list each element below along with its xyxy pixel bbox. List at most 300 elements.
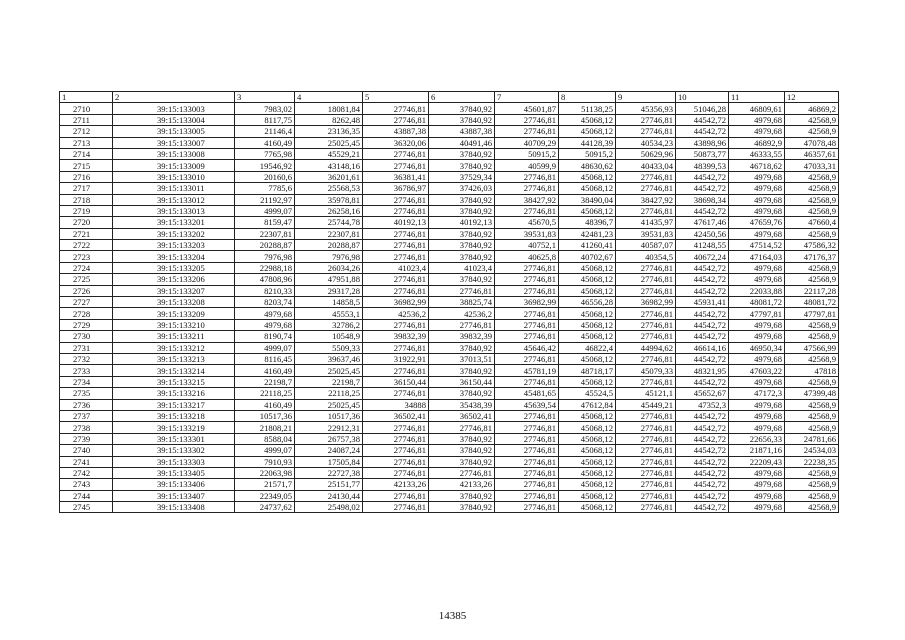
table-cell: 27746,81 bbox=[616, 274, 676, 285]
table-cell: 27746,81 bbox=[616, 502, 676, 513]
table-cell: 40433,04 bbox=[616, 160, 676, 171]
table-cell: 48321,95 bbox=[676, 365, 729, 376]
table-cell: 47660,4 bbox=[785, 217, 839, 228]
table-row bbox=[60, 103, 839, 114]
table-cell: 40625,8 bbox=[495, 251, 559, 262]
table-row bbox=[60, 456, 839, 467]
table-cell: 27746,81 bbox=[429, 319, 495, 330]
table-cell: 22727,38 bbox=[295, 467, 363, 478]
table-cell: 2721 bbox=[60, 228, 113, 239]
table-cell: 44542,72 bbox=[676, 433, 729, 444]
table-cell: 45079,33 bbox=[616, 365, 676, 376]
table-cell: 44542,72 bbox=[676, 114, 729, 125]
table-cell: 40491,46 bbox=[429, 137, 495, 148]
table-cell: 27746,81 bbox=[616, 171, 676, 182]
table-cell: 27746,81 bbox=[616, 126, 676, 137]
table-cell: 38825,74 bbox=[429, 297, 495, 308]
table-cell: 46950,34 bbox=[729, 342, 785, 353]
table-cell: 39:15:133013 bbox=[113, 205, 235, 216]
table-row bbox=[60, 194, 839, 205]
table-cell: 27746,81 bbox=[495, 353, 559, 364]
table-cell: 42536,2 bbox=[363, 308, 429, 319]
table-header-row bbox=[60, 92, 839, 103]
table-cell: 4979,68 bbox=[729, 331, 785, 342]
table-cell: 45068,12 bbox=[559, 319, 616, 330]
table-cell: 17505,84 bbox=[295, 456, 363, 467]
table-cell: 4979,68 bbox=[729, 194, 785, 205]
table-row bbox=[60, 479, 839, 490]
table-row bbox=[60, 388, 839, 399]
table-cell: 4999,07 bbox=[235, 205, 295, 216]
table-cell: 19546,92 bbox=[235, 160, 295, 171]
table-cell: 7983,02 bbox=[235, 103, 295, 114]
column-header: 2 bbox=[113, 92, 235, 103]
table-cell: 47617,46 bbox=[676, 217, 729, 228]
table-cell: 2735 bbox=[60, 388, 113, 399]
table-cell: 42568,9 bbox=[785, 502, 839, 513]
table-cell: 46869,2 bbox=[785, 103, 839, 114]
table-cell: 2732 bbox=[60, 353, 113, 364]
table-cell: 27746,81 bbox=[363, 445, 429, 456]
table-cell: 27746,81 bbox=[363, 274, 429, 285]
table-cell: 27746,81 bbox=[363, 228, 429, 239]
table-row bbox=[60, 353, 839, 364]
table-cell: 26258,16 bbox=[295, 205, 363, 216]
table-cell: 22033,88 bbox=[729, 285, 785, 296]
table-cell: 2740 bbox=[60, 445, 113, 456]
table-cell: 45068,12 bbox=[559, 205, 616, 216]
table-cell: 27746,81 bbox=[616, 183, 676, 194]
table-cell: 21808,21 bbox=[235, 422, 295, 433]
table-cell: 44542,72 bbox=[676, 183, 729, 194]
table-cell: 23136,35 bbox=[295, 126, 363, 137]
table-cell: 10517,36 bbox=[295, 410, 363, 421]
table-cell: 42568,9 bbox=[785, 126, 839, 137]
table-cell: 27746,81 bbox=[616, 205, 676, 216]
table-cell: 4979,68 bbox=[729, 319, 785, 330]
table-cell: 44542,72 bbox=[676, 331, 729, 342]
table-cell: 42568,9 bbox=[785, 331, 839, 342]
table-cell: 39:15:133210 bbox=[113, 319, 235, 330]
table-cell: 45068,12 bbox=[559, 410, 616, 421]
table-cell: 42568,9 bbox=[785, 194, 839, 205]
table-cell: 27746,81 bbox=[495, 285, 559, 296]
table-cell: 45068,12 bbox=[559, 171, 616, 182]
table-cell: 37840,92 bbox=[429, 502, 495, 513]
table-cell: 38698,34 bbox=[676, 194, 729, 205]
table-cell: 8588,04 bbox=[235, 433, 295, 444]
table-cell: 27746,81 bbox=[363, 467, 429, 478]
table-cell: 45068,12 bbox=[559, 126, 616, 137]
table-cell: 44542,72 bbox=[676, 479, 729, 490]
table-cell: 4979,68 bbox=[729, 410, 785, 421]
table-cell: 39637,46 bbox=[295, 353, 363, 364]
table-cell: 27746,81 bbox=[429, 285, 495, 296]
table-cell: 39:15:133406 bbox=[113, 479, 235, 490]
table-cell: 45781,19 bbox=[495, 365, 559, 376]
table-cell: 39:15:133005 bbox=[113, 126, 235, 137]
table-cell: 40192,13 bbox=[429, 217, 495, 228]
table-cell: 22307,81 bbox=[235, 228, 295, 239]
table-cell: 27746,81 bbox=[616, 456, 676, 467]
table-cell: 44542,72 bbox=[676, 376, 729, 387]
table-cell: 27746,81 bbox=[616, 467, 676, 478]
table-cell: 24087,24 bbox=[295, 445, 363, 456]
table-cell: 4979,68 bbox=[729, 490, 785, 501]
table-cell: 27746,81 bbox=[363, 502, 429, 513]
table-cell: 39:15:133009 bbox=[113, 160, 235, 171]
table-cell: 25568,53 bbox=[295, 183, 363, 194]
cadastral-value-table bbox=[59, 91, 839, 513]
table-cell: 37840,92 bbox=[429, 388, 495, 399]
table-cell: 27746,81 bbox=[495, 331, 559, 342]
table-cell: 27746,81 bbox=[363, 433, 429, 444]
table-cell: 45449,21 bbox=[616, 399, 676, 410]
table-cell: 48718,17 bbox=[559, 365, 616, 376]
table-cell: 25025,45 bbox=[295, 365, 363, 376]
table-cell: 27746,81 bbox=[616, 331, 676, 342]
table-cell: 4979,68 bbox=[729, 205, 785, 216]
table-cell: 39:15:133213 bbox=[113, 353, 235, 364]
table-cell: 37840,92 bbox=[429, 433, 495, 444]
table-row bbox=[60, 183, 839, 194]
table-cell: 36982,99 bbox=[363, 297, 429, 308]
table-cell: 25498,02 bbox=[295, 502, 363, 513]
table-cell: 8210,33 bbox=[235, 285, 295, 296]
table-cell: 14858,5 bbox=[295, 297, 363, 308]
table-cell: 45068,12 bbox=[559, 285, 616, 296]
table-cell: 45931,41 bbox=[676, 297, 729, 308]
table-cell: 27746,81 bbox=[495, 456, 559, 467]
table-cell: 2742 bbox=[60, 467, 113, 478]
table-cell: 27746,81 bbox=[495, 126, 559, 137]
table-cell: 39:15:133301 bbox=[113, 433, 235, 444]
table-cell: 27746,81 bbox=[363, 490, 429, 501]
table-cell: 39:15:133203 bbox=[113, 240, 235, 251]
table-cell: 2719 bbox=[60, 205, 113, 216]
table-cell: 39:15:133207 bbox=[113, 285, 235, 296]
table-cell: 2718 bbox=[60, 194, 113, 205]
column-header: 4 bbox=[295, 92, 363, 103]
table-cell: 37840,92 bbox=[429, 274, 495, 285]
table-cell: 4979,68 bbox=[729, 353, 785, 364]
table-cell: 47078,48 bbox=[785, 137, 839, 148]
table-cell: 36150,44 bbox=[429, 376, 495, 387]
table-cell: 39531,83 bbox=[495, 228, 559, 239]
table-cell: 47176,37 bbox=[785, 251, 839, 262]
table-cell: 40752,1 bbox=[495, 240, 559, 251]
table-cell: 27746,81 bbox=[616, 490, 676, 501]
table-cell: 47514,52 bbox=[729, 240, 785, 251]
table-cell: 25151,77 bbox=[295, 479, 363, 490]
table-cell: 4979,68 bbox=[235, 308, 295, 319]
table-cell: 25025,45 bbox=[295, 399, 363, 410]
table-cell: 47818 bbox=[785, 365, 839, 376]
table-cell: 27746,81 bbox=[363, 365, 429, 376]
table-row bbox=[60, 114, 839, 125]
table-cell: 39:15:133408 bbox=[113, 502, 235, 513]
table-cell: 2739 bbox=[60, 433, 113, 444]
table-cell: 47172,3 bbox=[729, 388, 785, 399]
table-cell: 21871,16 bbox=[729, 445, 785, 456]
table-cell: 27746,81 bbox=[363, 342, 429, 353]
table-cell: 2720 bbox=[60, 217, 113, 228]
table-cell: 4979,68 bbox=[235, 319, 295, 330]
table-cell: 27746,81 bbox=[363, 319, 429, 330]
table-cell: 2727 bbox=[60, 297, 113, 308]
table-cell: 40534,23 bbox=[616, 137, 676, 148]
table-cell: 45524,5 bbox=[559, 388, 616, 399]
table-cell: 8117,75 bbox=[235, 114, 295, 125]
table-cell: 21192,97 bbox=[235, 194, 295, 205]
table-cell: 44542,72 bbox=[676, 171, 729, 182]
table-cell: 43887,38 bbox=[363, 126, 429, 137]
table-cell: 2734 bbox=[60, 376, 113, 387]
table-cell: 27746,81 bbox=[363, 422, 429, 433]
table-cell: 45068,12 bbox=[559, 479, 616, 490]
table-cell: 44542,72 bbox=[676, 410, 729, 421]
table-cell: 44542,72 bbox=[676, 353, 729, 364]
table-cell: 2733 bbox=[60, 365, 113, 376]
table-cell: 22118,25 bbox=[235, 388, 295, 399]
table-cell: 36502,41 bbox=[429, 410, 495, 421]
table-cell: 20288,87 bbox=[235, 240, 295, 251]
table-cell: 22198,7 bbox=[295, 376, 363, 387]
table-cell: 44542,72 bbox=[676, 308, 729, 319]
table-cell: 39:15:133206 bbox=[113, 274, 235, 285]
table-cell: 32786,2 bbox=[295, 319, 363, 330]
table-cell: 40709,29 bbox=[495, 137, 559, 148]
table-cell: 27746,81 bbox=[363, 251, 429, 262]
table-cell: 39:15:133202 bbox=[113, 228, 235, 239]
table-cell: 39:15:133211 bbox=[113, 331, 235, 342]
table-cell: 34888 bbox=[363, 399, 429, 410]
table-cell: 47164,03 bbox=[729, 251, 785, 262]
table-cell: 27746,81 bbox=[495, 319, 559, 330]
table-cell: 2724 bbox=[60, 262, 113, 273]
table-cell: 46892,9 bbox=[729, 137, 785, 148]
table-cell: 47603,22 bbox=[729, 365, 785, 376]
table-cell: 39:15:133303 bbox=[113, 456, 235, 467]
table-cell: 42568,9 bbox=[785, 114, 839, 125]
table-cell: 27746,81 bbox=[495, 171, 559, 182]
table-cell: 22912,31 bbox=[295, 422, 363, 433]
table-cell: 43148,16 bbox=[295, 160, 363, 171]
column-header: 8 bbox=[559, 92, 616, 103]
table-cell: 22209,43 bbox=[729, 456, 785, 467]
table-cell: 45068,12 bbox=[559, 502, 616, 513]
table-cell: 2726 bbox=[60, 285, 113, 296]
column-header: 9 bbox=[616, 92, 676, 103]
table-cell: 44994,62 bbox=[616, 342, 676, 353]
column-header: 1 bbox=[60, 92, 113, 103]
table-cell: 27746,81 bbox=[495, 205, 559, 216]
table-cell: 44542,72 bbox=[676, 502, 729, 513]
table-cell: 45553,1 bbox=[295, 308, 363, 319]
table-cell: 47659,76 bbox=[729, 217, 785, 228]
table-cell: 37840,92 bbox=[429, 490, 495, 501]
table-cell: 47352,3 bbox=[676, 399, 729, 410]
table-cell: 27746,81 bbox=[616, 308, 676, 319]
table-cell: 20160,6 bbox=[235, 171, 295, 182]
table-cell: 2711 bbox=[60, 114, 113, 125]
table-cell: 25744,78 bbox=[295, 217, 363, 228]
table-cell: 4979,68 bbox=[729, 376, 785, 387]
table-row bbox=[60, 376, 839, 387]
table-cell: 44128,39 bbox=[559, 137, 616, 148]
table-cell: 39:15:133204 bbox=[113, 251, 235, 262]
table-cell: 29317,28 bbox=[295, 285, 363, 296]
table-cell: 27746,81 bbox=[363, 388, 429, 399]
table-cell: 47951,88 bbox=[295, 274, 363, 285]
table-row bbox=[60, 217, 839, 228]
table-cell: 45670,5 bbox=[495, 217, 559, 228]
table-cell: 27746,81 bbox=[616, 479, 676, 490]
table-cell: 2743 bbox=[60, 479, 113, 490]
table-cell: 37840,92 bbox=[429, 342, 495, 353]
table-cell: 42568,9 bbox=[785, 479, 839, 490]
table-cell: 42568,9 bbox=[785, 410, 839, 421]
column-header: 11 bbox=[729, 92, 785, 103]
table-cell: 37840,92 bbox=[429, 194, 495, 205]
table-row bbox=[60, 331, 839, 342]
table-row bbox=[60, 160, 839, 171]
table-cell: 27746,81 bbox=[495, 308, 559, 319]
table-cell: 39832,39 bbox=[363, 331, 429, 342]
table-cell: 4979,68 bbox=[729, 399, 785, 410]
table-cell: 10517,36 bbox=[235, 410, 295, 421]
table-cell: 22063,98 bbox=[235, 467, 295, 478]
table-cell: 42568,9 bbox=[785, 490, 839, 501]
table-cell: 2712 bbox=[60, 126, 113, 137]
table-cell: 37013,51 bbox=[429, 353, 495, 364]
table-cell: 39:15:133205 bbox=[113, 262, 235, 273]
table-cell: 42568,9 bbox=[785, 274, 839, 285]
table-cell: 39:15:133212 bbox=[113, 342, 235, 353]
table-cell: 27746,81 bbox=[495, 410, 559, 421]
table-cell: 27746,81 bbox=[363, 205, 429, 216]
table-cell: 36201,61 bbox=[295, 171, 363, 182]
table-cell: 27746,81 bbox=[616, 114, 676, 125]
table-cell: 8262,48 bbox=[295, 114, 363, 125]
table-cell: 27746,81 bbox=[495, 502, 559, 513]
table-cell: 43887,38 bbox=[429, 126, 495, 137]
table-row bbox=[60, 308, 839, 319]
table-cell: 50915,2 bbox=[559, 148, 616, 159]
table-cell: 4979,68 bbox=[729, 479, 785, 490]
page-number: 14385 bbox=[438, 610, 467, 622]
table-cell: 39:15:133011 bbox=[113, 183, 235, 194]
table-cell: 47808,96 bbox=[235, 274, 295, 285]
table-cell: 40192,13 bbox=[363, 217, 429, 228]
table-cell: 47033,31 bbox=[785, 160, 839, 171]
table-cell: 40599,9 bbox=[495, 160, 559, 171]
table-cell: 2744 bbox=[60, 490, 113, 501]
table-cell: 35978,81 bbox=[295, 194, 363, 205]
table-cell: 4160,49 bbox=[235, 365, 295, 376]
table-cell: 40354,5 bbox=[616, 251, 676, 262]
table-cell: 36320,06 bbox=[363, 137, 429, 148]
table-cell: 7910,93 bbox=[235, 456, 295, 467]
table-cell: 4979,68 bbox=[729, 114, 785, 125]
table-cell: 47566,99 bbox=[785, 342, 839, 353]
table-cell: 44542,72 bbox=[676, 445, 729, 456]
table-cell: 45652,67 bbox=[676, 388, 729, 399]
table-row bbox=[60, 410, 839, 421]
table-row bbox=[60, 148, 839, 159]
table-cell: 37840,92 bbox=[429, 228, 495, 239]
table-cell: 45068,12 bbox=[559, 445, 616, 456]
table-cell: 27746,81 bbox=[363, 148, 429, 159]
table-cell: 26034,26 bbox=[295, 262, 363, 273]
table-cell: 24781,66 bbox=[785, 433, 839, 444]
table-cell: 50915,2 bbox=[495, 148, 559, 159]
table-cell: 41023,4 bbox=[429, 262, 495, 273]
table-cell: 38427,92 bbox=[495, 194, 559, 205]
table-cell: 48081,72 bbox=[729, 297, 785, 308]
table-cell: 4979,68 bbox=[729, 183, 785, 194]
column-header: 7 bbox=[495, 92, 559, 103]
table-cell: 27746,81 bbox=[616, 353, 676, 364]
table-cell: 27746,81 bbox=[363, 194, 429, 205]
table-cell: 41260,41 bbox=[559, 240, 616, 251]
table-cell: 44542,72 bbox=[676, 205, 729, 216]
table-cell: 27746,81 bbox=[616, 285, 676, 296]
table-cell: 27746,81 bbox=[616, 262, 676, 273]
table-cell: 39:15:133407 bbox=[113, 490, 235, 501]
table-cell: 39832,39 bbox=[429, 331, 495, 342]
table-cell: 44542,72 bbox=[676, 262, 729, 273]
table-row bbox=[60, 285, 839, 296]
table-cell: 42568,9 bbox=[785, 183, 839, 194]
table-cell: 27746,81 bbox=[495, 445, 559, 456]
table-cell: 45639,54 bbox=[495, 399, 559, 410]
table-cell: 42568,9 bbox=[785, 319, 839, 330]
table-row bbox=[60, 228, 839, 239]
table-cell: 43898,96 bbox=[676, 137, 729, 148]
table-cell: 4999,07 bbox=[235, 445, 295, 456]
table-cell: 8190,74 bbox=[235, 331, 295, 342]
table-cell: 44542,72 bbox=[676, 490, 729, 501]
table-cell: 27746,81 bbox=[616, 445, 676, 456]
table-cell: 48081,72 bbox=[785, 297, 839, 308]
table-cell: 4160,49 bbox=[235, 399, 295, 410]
table-cell: 2717 bbox=[60, 183, 113, 194]
table-cell: 50873,77 bbox=[676, 148, 729, 159]
table-cell: 37529,34 bbox=[429, 171, 495, 182]
table-cell: 8159,47 bbox=[235, 217, 295, 228]
table-cell: 25025,45 bbox=[295, 137, 363, 148]
table-cell: 42133,26 bbox=[363, 479, 429, 490]
table-cell: 8116,45 bbox=[235, 353, 295, 364]
table-cell: 42568,9 bbox=[785, 376, 839, 387]
table-cell: 51138,25 bbox=[559, 103, 616, 114]
table-cell: 39:15:133216 bbox=[113, 388, 235, 399]
table-cell: 46333,55 bbox=[729, 148, 785, 159]
table-cell: 39:15:133008 bbox=[113, 148, 235, 159]
table-cell: 7765,98 bbox=[235, 148, 295, 159]
table-cell: 39531,83 bbox=[616, 228, 676, 239]
table-cell: 46357,61 bbox=[785, 148, 839, 159]
table-cell: 2738 bbox=[60, 422, 113, 433]
table-cell: 42568,9 bbox=[785, 171, 839, 182]
table-cell: 2710 bbox=[60, 103, 113, 114]
table-cell: 24130,44 bbox=[295, 490, 363, 501]
table-cell: 22988,18 bbox=[235, 262, 295, 273]
table-cell: 21571,7 bbox=[235, 479, 295, 490]
table-cell: 42568,9 bbox=[785, 262, 839, 273]
table-cell: 37840,92 bbox=[429, 205, 495, 216]
